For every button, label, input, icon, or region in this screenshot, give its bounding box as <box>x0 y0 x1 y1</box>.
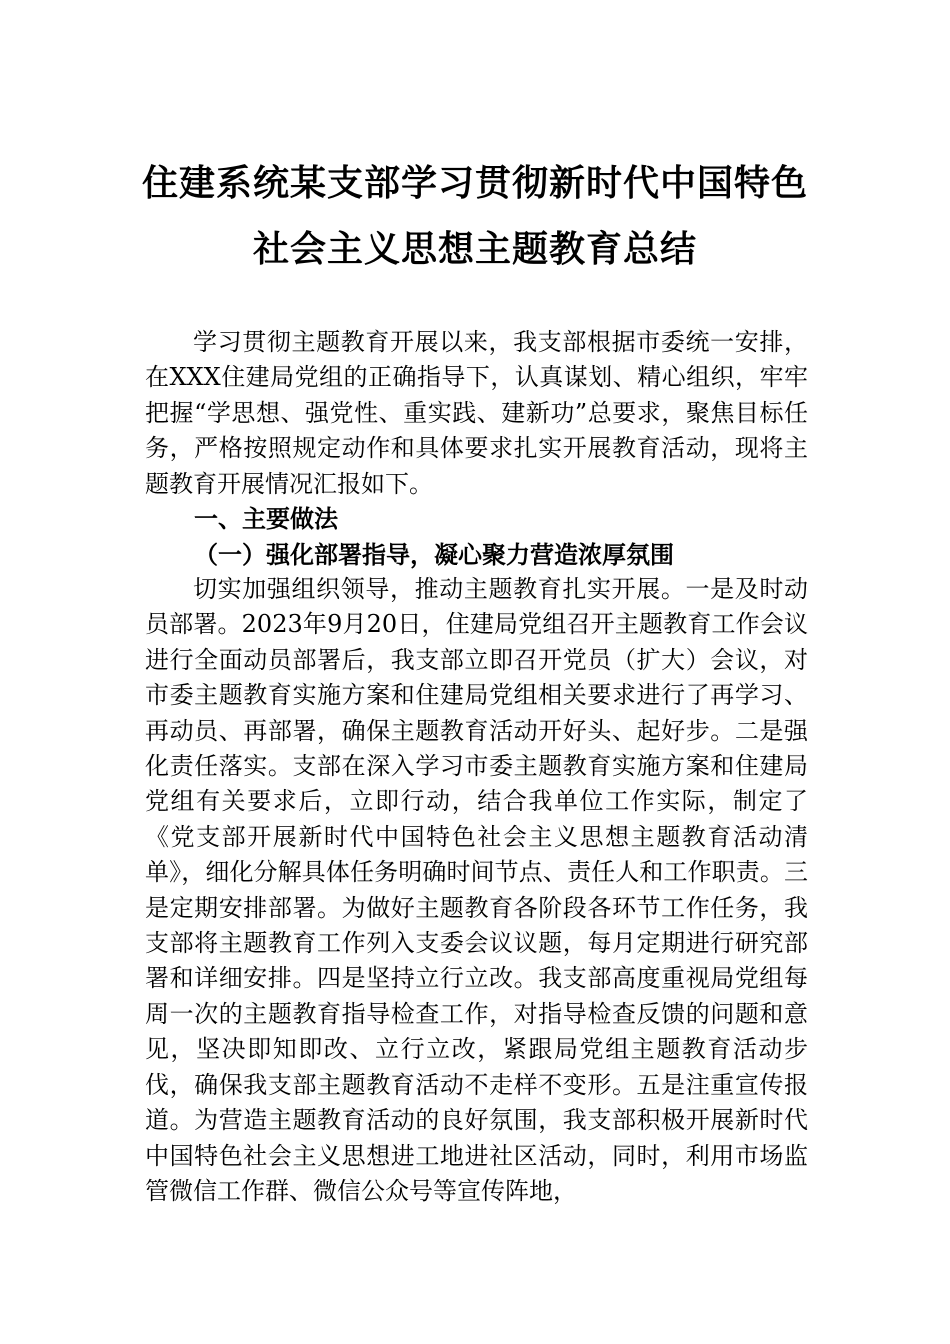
subsection-heading-1: （一）强化部署指导，凝心聚力营造浓厚氛围 <box>194 540 674 569</box>
document-title-line-2: 社会主义思想主题教育总结 <box>252 229 697 270</box>
subsection-1-paragraph: 切实加强组织领导，推动主题教育扎实开展。一是及时动员部署。2023年9月20日，住建局党组召开主题教育工作会议进行全面动员部署后，我支部立即召开党员（扩大）会议，对市委主题教育实施方案和住建局党组相关要求进行了再学习、再动员、再部署，确保主题教育活动开好头、起好步。二是强化责任落实。支部在深入学习市委主题教育实施方案和住建局党组有关要求后，立即行动，结合我单位工作实际，制定了《党支部开展新时代中国特色社会主义思想主题教育活动清单》，细化分解具体任务明确时间节点、责任人和工作职责。三是定期安排部署。为做好主题教育各阶段各环节工作任务，我支部将主题教育工作列入支委会议议题，每月定期进行研究部署和详细安排。四是坚持立行立改。我支部高度重视局党组每周一次的主题教育指导检查工作，对指导检查反馈的问题和意见，坚决即知即改、立行立改，紧跟局党组主题教育活动步伐，确保我支部主题教育活动不走样不变形。五是注重宣传报道。为营造主题教育活动的良好氛围，我支部积极开展新时代中国特色社会主义思想进工地进社区活动，同时，利用市场监管微信工作群、微信公众号等宣传阵地， <box>145 575 808 1205</box>
section-heading-main-practices: 一、主要做法 <box>194 505 338 533</box>
document-title-line-1: 住建系统某支部学习贯彻新时代中国特色 <box>141 163 808 204</box>
intro-paragraph: 学习贯彻主题教育开展以来，我支部根据市委统一安排，在XXX住建局党组的正确指导下，认真谋划、精心组织，牢牢把握“学思想、强党性、重实践、建新功”总要求，聚焦目标任务，严格按照规定动作和具体要求扎实开展教育活动，现将主题教育开展情况汇报如下。 <box>145 328 808 498</box>
